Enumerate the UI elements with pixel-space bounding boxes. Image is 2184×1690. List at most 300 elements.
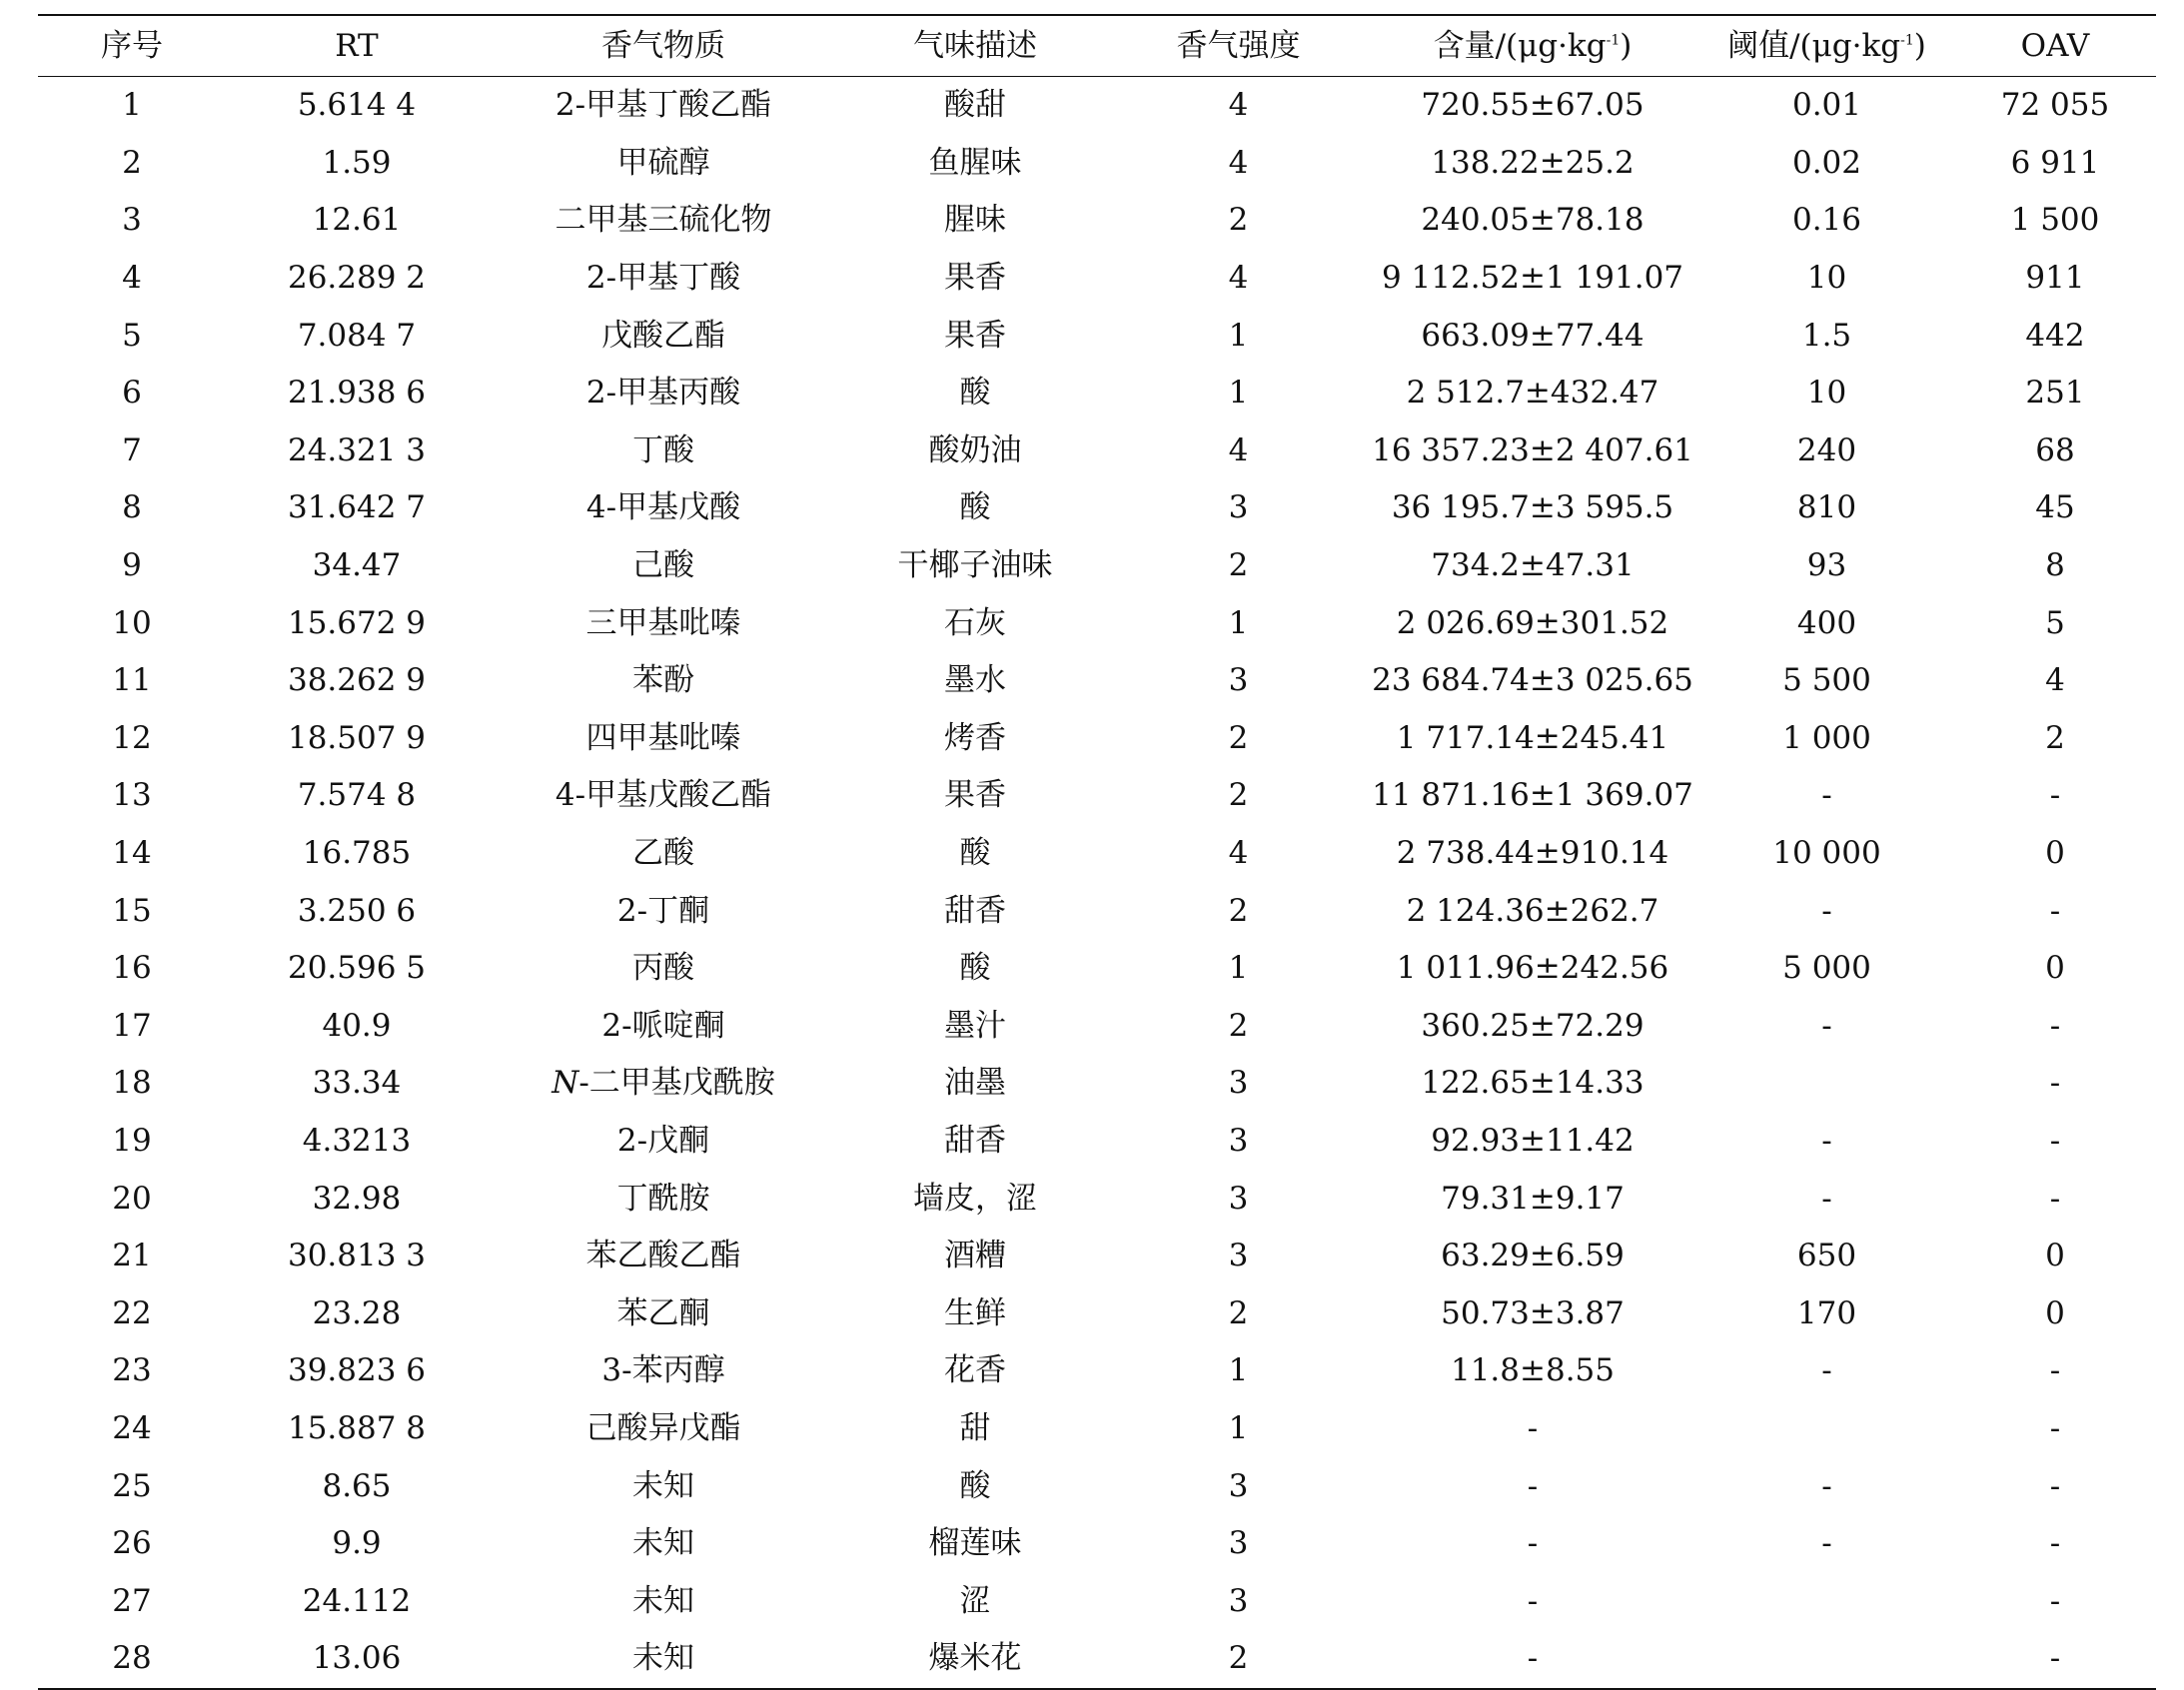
- cell-compound: [488, 1342, 839, 1400]
- cell-odor: 酸奶油: [928, 431, 1022, 468]
- cell-content: 2 512.7±432.47: [1406, 375, 1659, 412]
- cell-threshold: -: [1821, 892, 1832, 929]
- cell-content: 11.8±8.55: [1450, 1352, 1616, 1389]
- cell-odor: 甜香: [944, 1122, 1006, 1159]
- header-threshold-unit-exponent: -1: [1900, 32, 1914, 49]
- cell-threshold: 650: [1796, 1238, 1857, 1274]
- cell-intensity: 3: [1228, 1467, 1249, 1504]
- cell-oav: 2: [2045, 719, 2065, 756]
- cell-rt: 12.61: [312, 202, 402, 239]
- cell-odor: 涩: [959, 1582, 991, 1619]
- cell-rt: 8.65: [322, 1467, 392, 1504]
- cell-odor: 果香: [944, 777, 1006, 814]
- cell-compound: [488, 365, 839, 422]
- cell-compound: [488, 250, 839, 308]
- header-row: [38, 15, 2156, 77]
- cell-odor: 榴莲味: [928, 1525, 1022, 1562]
- cell-oav: 8: [2045, 547, 2065, 584]
- cell-intensity: 3: [1228, 489, 1249, 526]
- cell-content: 2 738.44±910.14: [1396, 835, 1669, 872]
- cell-odor: 烤香: [944, 719, 1006, 756]
- cell-odor: 果香: [944, 317, 1006, 354]
- cell-intensity: 3: [1228, 1122, 1249, 1159]
- table-row: [38, 192, 2156, 250]
- cell-oav: 0: [2045, 835, 2065, 872]
- cell-odor: 甜: [959, 1409, 991, 1446]
- header-rt: [226, 15, 488, 77]
- cell-threshold: 240: [1796, 431, 1857, 468]
- table-row: [38, 1630, 2156, 1689]
- cell-odor: 花香: [944, 1352, 1006, 1389]
- compound-name: 2-哌啶酮: [601, 1007, 725, 1044]
- cell-oav: 4: [2045, 662, 2065, 699]
- cell-odor: 酒糟: [944, 1238, 1006, 1274]
- header-compound: [488, 15, 839, 77]
- cell-rt: 4.3213: [302, 1122, 412, 1159]
- cell-intensity: 3: [1228, 1238, 1249, 1274]
- cell-no: 2: [122, 144, 142, 181]
- cell-no: 6: [122, 375, 142, 412]
- header-content-unit-close: ): [1620, 27, 1633, 64]
- cell-threshold: 0.16: [1791, 202, 1862, 239]
- cell-compound: [488, 825, 839, 883]
- cell-intensity: 1: [1228, 1409, 1249, 1446]
- compound-name: 未知: [632, 1467, 694, 1504]
- cell-no: 8: [122, 489, 142, 526]
- cell-content: 1 717.14±245.41: [1396, 719, 1669, 756]
- compound-name: 三甲基吡嗪: [585, 604, 741, 641]
- cell-threshold: -: [1821, 1525, 1832, 1562]
- compound-prefix: N: [551, 1065, 579, 1102]
- header-threshold-unit-close: ): [1913, 27, 1926, 64]
- cell-intensity: 4: [1228, 87, 1249, 124]
- compound-name: 乙酸: [632, 835, 694, 872]
- cell-rt: 30.813 3: [287, 1238, 427, 1274]
- cell-intensity: 1: [1228, 604, 1249, 641]
- table-row: [38, 422, 2156, 480]
- table-row: [38, 1342, 2156, 1400]
- table-row: [38, 250, 2156, 308]
- table-row: [38, 135, 2156, 193]
- cell-oav: -: [2049, 1007, 2061, 1044]
- cell-threshold: 0.01: [1791, 87, 1862, 124]
- cell-compound: [488, 1515, 839, 1573]
- cell-no: 25: [112, 1467, 152, 1504]
- compound-name: 戊酸乙酯: [601, 317, 725, 354]
- cell-oav: -: [2049, 1467, 2061, 1504]
- header-odor-label: 气味描述: [913, 27, 1037, 64]
- cell-compound: [488, 192, 839, 250]
- cell-threshold: [1699, 1572, 1954, 1630]
- cell-oav: 72 055: [2000, 87, 2110, 124]
- cell-oav: -: [2049, 1122, 2061, 1159]
- cell-odor: 酸: [959, 950, 991, 987]
- compound-name: 丁酸: [632, 431, 694, 468]
- cell-no: 14: [112, 835, 152, 872]
- cell-threshold: -: [1821, 1352, 1832, 1389]
- cell-compound: [488, 767, 839, 825]
- cell-content: 2 026.69±301.52: [1396, 604, 1669, 641]
- cell-oav: -: [2049, 1525, 2061, 1562]
- table-row: [38, 594, 2156, 652]
- cell-threshold: 0.02: [1791, 144, 1862, 181]
- cell-compound: [488, 537, 839, 595]
- cell-oav: -: [1954, 1630, 2156, 1689]
- cell-content: 36 195.7±3 595.5: [1391, 489, 1674, 526]
- compound-name: 3-苯丙醇: [601, 1352, 725, 1389]
- compound-name: 己酸异戊酯: [585, 1409, 741, 1446]
- cell-threshold: [1699, 1400, 1954, 1458]
- cell-odor: 油墨: [944, 1065, 1006, 1102]
- cell-threshold: 170: [1796, 1294, 1857, 1331]
- cell-intensity: 3: [1228, 1180, 1249, 1217]
- compound-name: 四甲基吡嗪: [585, 719, 741, 756]
- compound-name: 4-甲基戊酸: [585, 489, 741, 526]
- cell-odor: 酸: [959, 835, 991, 872]
- table-row: [38, 767, 2156, 825]
- cell-odor: 鱼腥味: [928, 144, 1022, 181]
- compound-name: 4-甲基戊酸乙酯: [554, 777, 772, 814]
- compound-name: 2-戊酮: [616, 1122, 710, 1159]
- cell-no: 18: [112, 1065, 152, 1102]
- cell-threshold: 810: [1796, 489, 1857, 526]
- cell-odor: 干椰子油味: [897, 547, 1053, 584]
- cell-intensity: 4: [1228, 835, 1249, 872]
- cell-oav: -: [2049, 1065, 2061, 1102]
- cell-content: -: [1366, 1630, 1699, 1689]
- cell-no: 20: [112, 1180, 152, 1217]
- header-threshold-label: 阈值/(μg·kg: [1727, 27, 1901, 64]
- cell-content: 122.65±14.33: [1421, 1065, 1644, 1102]
- cell-rt: 7.084 7: [297, 317, 417, 354]
- header-content-label: 含量/(μg·kg: [1433, 27, 1607, 64]
- cell-oav: 45: [2035, 489, 2075, 526]
- cell-no: 3: [122, 202, 142, 239]
- cell-oav: -: [2049, 1582, 2061, 1619]
- cell-odor: 甜香: [944, 892, 1006, 929]
- header-oav-label: OAV: [2020, 27, 2090, 64]
- compound-name: 苯乙酮: [616, 1294, 710, 1331]
- cell-odor: 果香: [944, 260, 1006, 297]
- cell-oav: -: [2049, 777, 2061, 814]
- cell-threshold: 93: [1806, 547, 1847, 584]
- cell-threshold: [1699, 1630, 1954, 1689]
- cell-oav: 442: [2025, 317, 2085, 354]
- table-body: [38, 77, 2156, 1689]
- table-row: [38, 652, 2156, 710]
- compound-name: 2-甲基丁酸: [585, 260, 741, 297]
- table-row: [38, 1400, 2156, 1458]
- compound-name: 2-甲基丙酸: [585, 375, 741, 412]
- compound-name: 未知: [632, 1640, 694, 1677]
- cell-rt: 32.98: [312, 1180, 402, 1217]
- cell-threshold: -: [1821, 777, 1832, 814]
- table-row: [38, 998, 2156, 1056]
- cell-oav: 251: [2025, 375, 2085, 412]
- cell-threshold: 5 000: [1782, 950, 1871, 987]
- cell-rt: 24.321 3: [287, 431, 427, 468]
- table-row: [38, 479, 2156, 537]
- cell-no: 5: [122, 317, 142, 354]
- compound-name: -二甲基戊酰胺: [578, 1065, 775, 1102]
- cell-intensity: 2: [1228, 892, 1249, 929]
- table-row: [38, 1228, 2156, 1285]
- cell-no: 15: [112, 892, 152, 929]
- table-row: [38, 365, 2156, 422]
- cell-no: 4: [122, 260, 142, 297]
- header-content-unit-exponent: -1: [1606, 32, 1621, 49]
- cell-rt: 26.289 2: [287, 260, 427, 297]
- cell-intensity: 2: [1228, 202, 1249, 239]
- cell-content: 734.2±47.31: [1431, 547, 1635, 584]
- cell-rt: 5.614 4: [297, 87, 417, 124]
- cell-content: 92.93±11.42: [1431, 1122, 1635, 1159]
- header-rt-label: RT: [335, 27, 379, 64]
- cell-threshold: -: [1821, 1180, 1832, 1217]
- cell-intensity: 3: [1228, 662, 1249, 699]
- header-odor: [839, 15, 1111, 77]
- cell-threshold: 10 000: [1772, 835, 1881, 872]
- cell-oav: 6 911: [2010, 144, 2100, 181]
- cell-compound: [488, 998, 839, 1056]
- cell-no: 24: [112, 1409, 152, 1446]
- cell-rt: 24.112: [302, 1582, 412, 1619]
- cell-rt: 33.34: [312, 1065, 402, 1102]
- cell-compound: [488, 652, 839, 710]
- cell-content: -: [1527, 1582, 1539, 1619]
- cell-content: 720.55±67.05: [1421, 87, 1644, 124]
- cell-compound: [488, 1572, 839, 1630]
- cell-oav: -: [2049, 1409, 2061, 1446]
- cell-oav: 0: [2045, 950, 2065, 987]
- cell-odor: 墨汁: [944, 1007, 1006, 1044]
- cell-compound: [488, 77, 839, 135]
- cell-no: 27: [112, 1582, 152, 1619]
- cell-content: 50.73±3.87: [1441, 1294, 1625, 1331]
- cell-intensity: 3: [1228, 1582, 1249, 1619]
- cell-oav: 68: [2035, 431, 2075, 468]
- cell-threshold: 400: [1796, 604, 1857, 641]
- cell-content: 16 357.23±2 407.61: [1372, 431, 1693, 468]
- cell-odor: 酸: [959, 1467, 991, 1504]
- cell-odor: 墨水: [944, 662, 1006, 699]
- cell-rt: 20.596 5: [287, 950, 427, 987]
- cell-no: 7: [122, 431, 142, 468]
- cell-threshold: 1.5: [1801, 317, 1852, 354]
- cell-no: 13: [112, 777, 152, 814]
- cell-no: 1: [122, 87, 142, 124]
- cell-intensity: 4: [1228, 144, 1249, 181]
- cell-compound: [488, 1228, 839, 1285]
- cell-content: -: [1527, 1409, 1539, 1446]
- cell-rt: 23.28: [312, 1294, 402, 1331]
- cell-no: 19: [112, 1122, 152, 1159]
- cell-content: -: [1527, 1467, 1539, 1504]
- cell-intensity: 2: [1111, 1630, 1366, 1689]
- compound-name: 苯乙酸乙酯: [585, 1238, 741, 1274]
- cell-content: 11 871.16±1 369.07: [1372, 777, 1693, 814]
- cell-threshold: [1699, 1055, 1954, 1113]
- compound-name: 二甲基三硫化物: [554, 202, 772, 239]
- cell-oav: 0: [2045, 1294, 2065, 1331]
- cell-no: 16: [112, 950, 152, 987]
- cell-odor: 墙皮，涩: [913, 1180, 1037, 1217]
- cell-oav: 5: [2045, 604, 2065, 641]
- cell-oav: -: [2049, 1352, 2061, 1389]
- table-row: [38, 77, 2156, 135]
- cell-odor: 酸甜: [944, 87, 1006, 124]
- compound-name: 未知: [632, 1582, 694, 1619]
- cell-rt: 1.59: [322, 144, 392, 181]
- cell-threshold: -: [1821, 1122, 1832, 1159]
- cell-rt: 15.672 9: [287, 604, 427, 641]
- cell-no: 22: [112, 1294, 152, 1331]
- table-row: [38, 825, 2156, 883]
- header-oav: [1954, 15, 2156, 77]
- cell-oav: 1 500: [2010, 202, 2100, 239]
- table-row: [38, 1457, 2156, 1515]
- cell-content: 360.25±72.29: [1421, 1007, 1644, 1044]
- cell-intensity: 2: [1228, 1007, 1249, 1044]
- header-no-label: 序号: [101, 27, 163, 64]
- cell-rt: 7.574 8: [297, 777, 417, 814]
- cell-threshold: -: [1821, 1467, 1832, 1504]
- cell-rt: 9.9: [332, 1525, 382, 1562]
- cell-no: 21: [112, 1238, 152, 1274]
- cell-content: 240.05±78.18: [1421, 202, 1644, 239]
- header-no: [38, 15, 226, 77]
- cell-compound: [488, 1055, 839, 1113]
- cell-intensity: 1: [1228, 1352, 1249, 1389]
- aroma-compound-table-container: [38, 14, 2156, 1690]
- header-content: [1366, 15, 1699, 77]
- cell-rt: 3.250 6: [297, 892, 417, 929]
- cell-compound: [488, 135, 839, 193]
- cell-rt: 21.938 6: [287, 375, 427, 412]
- cell-intensity: 4: [1228, 260, 1249, 297]
- cell-odor: 腥味: [944, 202, 1006, 239]
- compound-name: 丁酰胺: [616, 1180, 710, 1217]
- cell-rt: 39.823 6: [287, 1352, 427, 1389]
- cell-content: -: [1527, 1525, 1539, 1562]
- table-row: [38, 940, 2156, 998]
- cell-intensity: 1: [1228, 317, 1249, 354]
- cell-compound: [488, 882, 839, 940]
- table-row: [38, 1284, 2156, 1342]
- cell-no: 9: [122, 547, 142, 584]
- cell-no: 23: [112, 1352, 152, 1389]
- cell-odor: 生鲜: [944, 1294, 1006, 1331]
- cell-compound: [488, 1457, 839, 1515]
- cell-no: 12: [112, 719, 152, 756]
- cell-rt: 31.642 7: [287, 489, 427, 526]
- cell-compound: [488, 1170, 839, 1228]
- cell-compound: [488, 307, 839, 365]
- cell-rt: 16.785: [302, 835, 412, 872]
- table-row: [38, 882, 2156, 940]
- table-row: [38, 710, 2156, 768]
- cell-rt: 13.06: [226, 1630, 488, 1689]
- header-intensity-label: 香气强度: [1176, 27, 1301, 64]
- cell-odor: 爆米花: [839, 1630, 1111, 1689]
- cell-content: 23 684.74±3 025.65: [1372, 662, 1693, 699]
- compound-name: 苯酚: [632, 662, 694, 699]
- cell-compound: [488, 422, 839, 480]
- cell-content: 9 112.52±1 191.07: [1381, 260, 1684, 297]
- cell-rt: 38.262 9: [287, 662, 427, 699]
- cell-compound: [488, 710, 839, 768]
- cell-compound: [488, 1400, 839, 1458]
- cell-content: 79.31±9.17: [1441, 1180, 1625, 1217]
- table-row: [38, 1572, 2156, 1630]
- cell-oav: 911: [2025, 260, 2085, 297]
- cell-no: 10: [112, 604, 152, 641]
- cell-intensity: 1: [1228, 950, 1249, 987]
- cell-oav: -: [2049, 1180, 2061, 1217]
- cell-rt: 18.507 9: [287, 719, 427, 756]
- cell-compound: [488, 1284, 839, 1342]
- cell-content: 1 011.96±242.56: [1396, 950, 1669, 987]
- cell-no: 26: [112, 1525, 152, 1562]
- cell-threshold: 10: [1806, 375, 1847, 412]
- table-row: [38, 307, 2156, 365]
- cell-no: 28: [38, 1630, 226, 1689]
- cell-content: 663.09±77.44: [1421, 317, 1644, 354]
- cell-intensity: 3: [1228, 1525, 1249, 1562]
- header-threshold: [1699, 15, 1954, 77]
- table-row: [38, 1055, 2156, 1113]
- cell-rt: 15.887 8: [287, 1409, 427, 1446]
- compound-name: 未知: [632, 1525, 694, 1562]
- cell-odor: 石灰: [944, 604, 1006, 641]
- cell-no: 17: [112, 1007, 152, 1044]
- cell-odor: 酸: [959, 489, 991, 526]
- cell-oav: -: [2049, 892, 2061, 929]
- cell-threshold: 1 000: [1782, 719, 1871, 756]
- cell-odor: 酸: [959, 375, 991, 412]
- cell-content: 2 124.36±262.7: [1406, 892, 1659, 929]
- table-row: [38, 1170, 2156, 1228]
- cell-compound: [488, 479, 839, 537]
- header-compound-label: 香气物质: [601, 27, 725, 64]
- cell-intensity: 2: [1228, 777, 1249, 814]
- cell-rt: 34.47: [312, 547, 402, 584]
- cell-intensity: 2: [1228, 719, 1249, 756]
- compound-name: 2-甲基丁酸乙酯: [554, 87, 772, 124]
- cell-intensity: 4: [1228, 431, 1249, 468]
- cell-content: 63.29±6.59: [1441, 1238, 1625, 1274]
- table-header: [38, 15, 2156, 77]
- cell-compound: [488, 1630, 839, 1689]
- cell-intensity: 2: [1228, 1294, 1249, 1331]
- table-row: [38, 537, 2156, 595]
- compound-name: 己酸: [632, 547, 694, 584]
- cell-compound: [488, 1113, 839, 1171]
- cell-intensity: 2: [1228, 547, 1249, 584]
- aroma-compound-table: [38, 14, 2156, 1690]
- cell-no: 11: [112, 662, 152, 699]
- cell-compound: [488, 594, 839, 652]
- cell-intensity: 3: [1228, 1065, 1249, 1102]
- header-intensity: [1111, 15, 1366, 77]
- compound-name: 丙酸: [632, 950, 694, 987]
- cell-compound: [488, 940, 839, 998]
- cell-content: 138.22±25.2: [1431, 144, 1635, 181]
- table-row: [38, 1113, 2156, 1171]
- cell-threshold: 10: [1806, 260, 1847, 297]
- cell-oav: 0: [2045, 1238, 2065, 1274]
- cell-rt: 40.9: [322, 1007, 392, 1044]
